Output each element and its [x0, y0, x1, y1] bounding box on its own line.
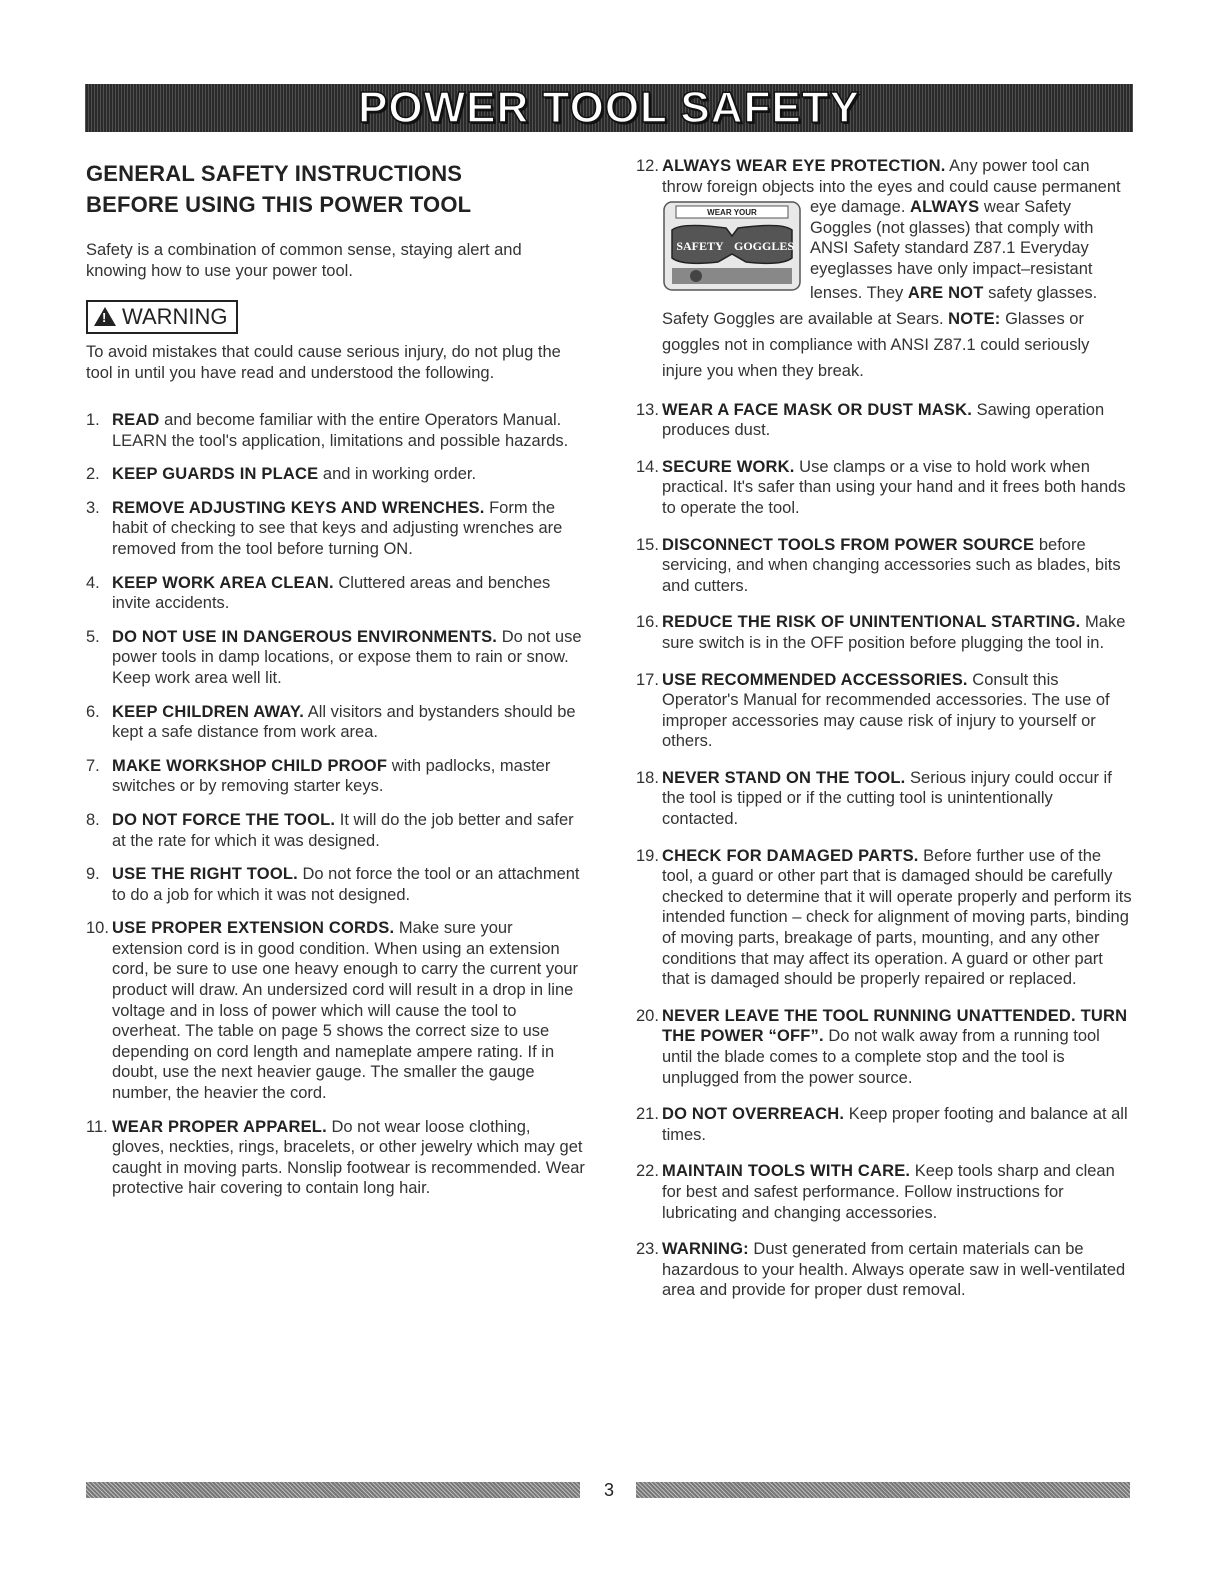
- item-number: 3.: [86, 498, 100, 517]
- safety-list-right-continued: [636, 400, 1132, 1301]
- section-heading-line2: BEFORE USING THIS POWER TOOL: [86, 192, 472, 217]
- item-text: Do not force the tool or an attachment to do a job for which it was not designed.: [112, 865, 580, 904]
- item-number: 7.: [86, 756, 100, 775]
- list-item: [636, 156, 1132, 384]
- list-item: [636, 400, 1132, 441]
- item-lead: WEAR A FACE MASK OR DUST MASK.: [662, 400, 973, 419]
- item-number: 9.: [86, 865, 100, 884]
- list-item: [86, 756, 586, 797]
- list-item: [86, 573, 586, 614]
- list-item: [86, 627, 586, 689]
- footer-rule-right: [636, 1482, 1130, 1498]
- item-lead: NEVER LEAVE THE TOOL RUNNING UNATTENDED. TURN THE POWER “OFF”.: [662, 1006, 1128, 1046]
- item-number: 6.: [86, 702, 100, 721]
- item-number: 17.: [636, 670, 659, 689]
- item-lead: MAKE WORKSHOP CHILD PROOF: [112, 756, 388, 775]
- right-column: [636, 156, 1132, 1317]
- safety-goggles-icon: [662, 200, 802, 292]
- list-item: [636, 846, 1132, 990]
- item-text: Any power tool can throw foreign objects into the eyes and could cause permanent eye damage.: [662, 157, 1121, 217]
- item-text: and in working order.: [318, 465, 477, 484]
- item-number: 2.: [86, 465, 100, 484]
- item-lead: USE THE RIGHT TOOL.: [112, 865, 298, 884]
- item-lead-always: ALWAYS: [909, 198, 980, 217]
- item-text: Make sure your extension cord is in good condition. When using an extension cord, be sure to use one heavy enough to carry the current your product will draw. An undersized cord will result in a drop in line voltage and in loss of power which will cause the tool to overheat. The table on page 5 shows the correct size to use depending on cord length and nameplate ampere rating. If in doubt, use the next heavier gauge. The smaller the gauge number, the heavier the cord.: [112, 919, 578, 1103]
- item-lead: WEAR PROPER APPAREL.: [112, 1117, 327, 1136]
- item-text: It will do the job better and safer at the rate for which it was designed.: [112, 810, 574, 850]
- item-lead: DISCONNECT TOOLS FROM POWER SOURCE: [662, 535, 1035, 554]
- warning-triangle-icon: [94, 307, 116, 326]
- item-text: Do not walk away from a running tool until the blade comes to a complete stop and the tool is unplugged from the power source.: [662, 1027, 1100, 1087]
- item-number: 23.: [636, 1240, 659, 1259]
- item-text: Do not use power tools in damp locations, or expose them to rain or snow. Keep work area well lit.: [112, 627, 582, 687]
- list-item: [636, 457, 1132, 519]
- item-text: Glasses or goggles not in compliance with ANSI Z87.1 could seriously injure you when they break.: [662, 309, 1090, 380]
- list-item: [86, 498, 586, 560]
- item-lead: MAINTAIN TOOLS WITH CARE.: [662, 1162, 911, 1181]
- warning-label: WARNING: [122, 304, 228, 329]
- page-number: 3: [603, 1480, 614, 1500]
- list-item: [636, 535, 1132, 597]
- list-item: [86, 810, 586, 851]
- item-lead: DO NOT USE IN DANGEROUS ENVIRONMENTS.: [112, 627, 498, 646]
- safety-list-left: [86, 410, 586, 1199]
- item-lead: KEEP WORK AREA CLEAN.: [112, 573, 334, 592]
- item-lead: DO NOT FORCE THE TOOL.: [112, 810, 336, 829]
- list-item: [86, 410, 586, 451]
- item-text: Use clamps or a vise to hold work when practical. It's safer than using your hand and it frees both hands to operate the tool.: [662, 457, 1126, 517]
- item-number: 15.: [636, 535, 659, 554]
- warning-text: To avoid mistakes that could cause serious injury, do not plug the tool in until you have read and understood the following.: [86, 343, 561, 382]
- item-text: Make sure switch is in the OFF position before plugging the tool in.: [662, 613, 1126, 652]
- list-item: [636, 612, 1132, 653]
- item-lead: CHECK FOR DAMAGED PARTS.: [662, 846, 919, 865]
- item-number: 20.: [636, 1006, 659, 1025]
- item-number: 11.: [86, 1117, 108, 1136]
- item-text: Before further use of the tool, a guard or other part that is damaged should be carefully checked to determine that it will operate properly and perform its intended function – check for alignment of moving parts, binding of moving parts, breakage of parts, mounting, and any other conditions that may affect its operation. A guard or other part that is damaged should be properly repaired or replaced.: [662, 846, 1132, 989]
- item-lead-note: NOTE:: [948, 309, 1001, 328]
- item-text: with padlocks, master switches or by removing starter keys.: [112, 756, 551, 796]
- section-heading: [86, 158, 586, 220]
- title-banner: [85, 84, 1133, 132]
- item-text: safety glasses. Safety Goggles are available at Sears.: [662, 283, 1098, 328]
- intro-text: Safety is a combination of common sense, staying alert and knowing how to use your power tool.: [86, 241, 522, 280]
- item-text: Do not wear loose clothing, gloves, neckties, rings, bracelets, or other jewelry which may get caught in moving parts. Nonslip footwear is recommended. Wear protective hair covering to contain long hair.: [112, 1117, 585, 1198]
- item-number: 22.: [636, 1162, 659, 1181]
- item-text: Form the habit of checking to see that keys and adjusting wrenches are removed from the tool before turning ON.: [112, 498, 563, 558]
- list-item: [636, 768, 1132, 830]
- list-item: [86, 464, 586, 485]
- item-number: 14.: [636, 457, 659, 476]
- item-text: Serious injury could occur if the tool is tipped or if the cutting tool is unintentionally contacted.: [662, 768, 1112, 829]
- item-number: 5.: [86, 627, 100, 646]
- list-item: [86, 918, 586, 1103]
- item-text: Consult this Operator's Manual for recommended accessories. The use of improper accessories may cause risk of injury to yourself or others.: [662, 670, 1110, 751]
- item-text: and become familiar with the entire Operators Manual. LEARN the tool's application, limitations and possible hazards.: [112, 411, 569, 450]
- item-number: 12.: [636, 157, 659, 175]
- list-item: [636, 1239, 1132, 1301]
- item-number: 16.: [636, 613, 659, 632]
- item-lead: SECURE WORK.: [662, 457, 795, 476]
- list-item: [636, 1161, 1132, 1223]
- item-number: 8.: [86, 810, 100, 829]
- item-lead: KEEP CHILDREN AWAY.: [112, 702, 305, 721]
- list-item: [86, 864, 586, 905]
- item-text: Keep proper footing and balance at all times.: [662, 1105, 1128, 1144]
- list-item: [636, 670, 1132, 752]
- list-item: [86, 702, 586, 743]
- list-item: [86, 1117, 586, 1199]
- item-number: 19.: [636, 846, 659, 865]
- item-text: Cluttered areas and benches invite accidents.: [112, 573, 551, 613]
- page-title: POWER TOOL SAFETY: [358, 83, 860, 132]
- goggles-caption-right: GOGGLES: [733, 239, 795, 254]
- item-lead: NEVER STAND ON THE TOOL.: [662, 768, 906, 787]
- item-text: Sawing operation produces dust.: [662, 400, 1105, 440]
- item-lead: WARNING:: [662, 1240, 749, 1259]
- item-lead-are-not: ARE NOT: [907, 283, 984, 302]
- item-number: 13.: [636, 400, 659, 419]
- item-lead: REDUCE THE RISK OF UNINTENTIONAL STARTING.: [662, 613, 1081, 632]
- item-lead: REMOVE ADJUSTING KEYS AND WRENCHES.: [112, 498, 485, 517]
- left-column: [86, 158, 586, 1212]
- item-text: Keep tools sharp and clean for best and safest performance. Follow instructions for lubricating and changing accessories.: [662, 1162, 1115, 1222]
- item-text: before servicing, and when changing accessories such as blades, bits and cutters.: [662, 535, 1121, 595]
- warning-label-box: [86, 300, 238, 334]
- section-heading-line1: GENERAL SAFETY INSTRUCTIONS: [86, 161, 463, 186]
- item-lead: USE RECOMMENDED ACCESSORIES.: [662, 670, 968, 689]
- goggles-caption-left: SAFETY: [676, 239, 724, 254]
- goggles-caption-top: WEAR YOUR: [707, 208, 757, 218]
- item-text: wear Safety Goggles (not glasses) that comply with ANSI Safety standard Z87.1 Everyday eyeglasses have only impact–resistant lenses. They: [810, 198, 1094, 302]
- item-number: 1.: [86, 411, 100, 429]
- list-item: [636, 1104, 1132, 1145]
- item-lead: USE PROPER EXTENSION CORDS.: [112, 919, 395, 938]
- item-number: 10.: [86, 919, 109, 938]
- footer-rule-left: [86, 1482, 580, 1498]
- item-lead: READ: [112, 411, 160, 429]
- item-lead: ALWAYS WEAR EYE PROTECTION.: [662, 157, 946, 175]
- item-text: All visitors and bystanders should be kept a safe distance from work area.: [112, 702, 576, 742]
- item-number: 18.: [636, 768, 659, 787]
- item-number: 21.: [636, 1105, 659, 1124]
- list-item: [636, 1006, 1132, 1088]
- safety-list-right: [636, 156, 1132, 384]
- item-number: 4.: [86, 573, 100, 592]
- item-lead: KEEP GUARDS IN PLACE: [112, 465, 319, 484]
- item-text: Dust generated from certain materials can be hazardous to your health. Always operate saw in well-ventilated area and provide for proper dust removal.: [662, 1240, 1126, 1300]
- item-lead: DO NOT OVERREACH.: [662, 1105, 845, 1124]
